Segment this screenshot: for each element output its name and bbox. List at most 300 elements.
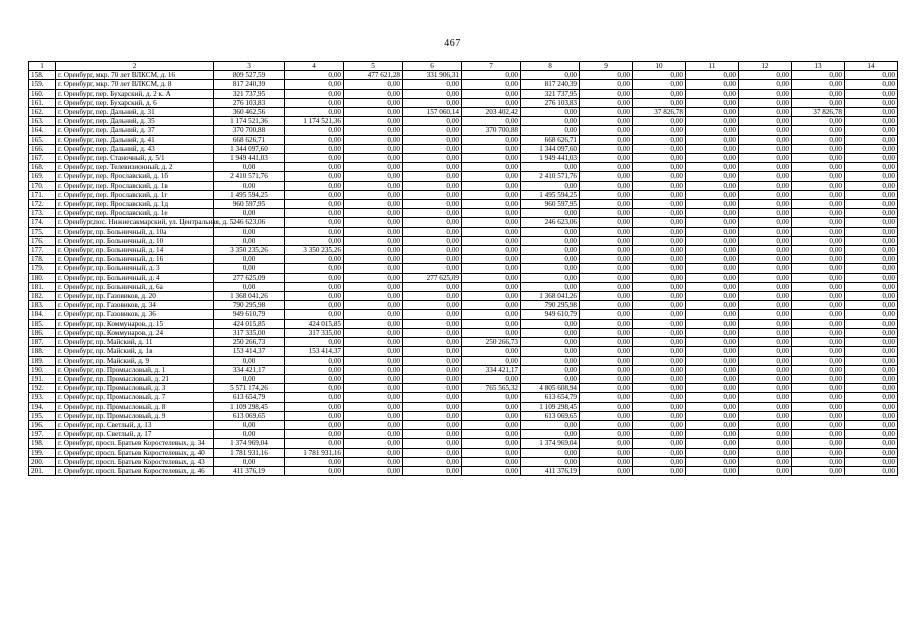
row-number: 173. — [29, 209, 56, 218]
amount-cell: 0,00 — [792, 374, 845, 383]
amount-cell: 411 376,19 — [214, 466, 285, 475]
amount-cell: 0,00 — [462, 439, 521, 448]
row-number: 192. — [29, 384, 56, 393]
amount-cell: 0,00 — [580, 356, 633, 365]
amount-cell: 0,00 — [285, 181, 344, 190]
amount-cell: 0,00 — [739, 246, 792, 255]
row-number: 176. — [29, 236, 56, 245]
address-cell: г. Оренбург, пер. Ярославский, д. 1б — [56, 172, 214, 181]
amount-cell: 0,00 — [403, 246, 462, 255]
amount-cell: 0,00 — [285, 384, 344, 393]
address-cell: г. Оренбург,пос. Нижнесакмарский, ул. Центральная, д. 5 — [56, 218, 214, 227]
amount-cell: 0,00 — [344, 292, 403, 301]
amount-cell: 0,00 — [580, 466, 633, 475]
amount-cell: 0,00 — [521, 365, 580, 374]
amount-cell: 0,00 — [845, 144, 898, 153]
amount-cell: 0,00 — [285, 154, 344, 163]
amount-cell: 0,00 — [580, 273, 633, 282]
amount-cell: 0,00 — [633, 255, 686, 264]
amount-cell: 0,00 — [462, 246, 521, 255]
amount-cell: 0,00 — [739, 457, 792, 466]
amount-cell: 0,00 — [686, 200, 739, 209]
amount-cell: 0,00 — [462, 154, 521, 163]
amount-cell: 0,00 — [845, 246, 898, 255]
amount-cell: 153 414,37 — [285, 347, 344, 356]
address-cell: г. Оренбург, пер. Ярославский, д. 1д — [56, 200, 214, 209]
row-number: 171. — [29, 190, 56, 199]
amount-cell: 0,00 — [686, 402, 739, 411]
amount-cell: 0,00 — [462, 430, 521, 439]
amount-cell: 0,00 — [462, 144, 521, 153]
row-number: 191. — [29, 374, 56, 383]
amount-cell: 0,00 — [403, 218, 462, 227]
row-number: 185. — [29, 319, 56, 328]
amount-cell: 0,00 — [792, 365, 845, 374]
amount-cell: 0,00 — [285, 227, 344, 236]
amount-cell: 0,00 — [580, 384, 633, 393]
table-row — [29, 236, 898, 245]
table-row — [29, 301, 898, 310]
column-header: 1 — [29, 62, 56, 71]
amount-cell: 0,00 — [403, 209, 462, 218]
amount-cell: 0,00 — [580, 200, 633, 209]
amount-cell: 0,00 — [344, 190, 403, 199]
amount-cell: 0,00 — [633, 347, 686, 356]
row-number: 158. — [29, 71, 56, 80]
amount-cell: 0,00 — [792, 144, 845, 153]
amount-cell: 0,00 — [344, 273, 403, 282]
amount-cell: 0,00 — [344, 310, 403, 319]
amount-cell: 334 421,17 — [462, 365, 521, 374]
column-header: 4 — [285, 62, 344, 71]
column-header: 2 — [56, 62, 214, 71]
amount-cell: 0,00 — [462, 98, 521, 107]
amount-cell: 0,00 — [462, 282, 521, 291]
row-number: 198. — [29, 439, 56, 448]
amount-cell: 1 109 298,45 — [521, 402, 580, 411]
amount-cell: 0,00 — [403, 319, 462, 328]
row-number: 187. — [29, 338, 56, 347]
amount-cell: 0,00 — [633, 246, 686, 255]
amount-cell: 0,00 — [462, 457, 521, 466]
amount-cell: 0,00 — [344, 411, 403, 420]
amount-cell: 0,00 — [792, 310, 845, 319]
address-cell: г. Оренбург, пер. Ярославский, д. 1г — [56, 190, 214, 199]
amount-cell: 0,00 — [285, 282, 344, 291]
amount-cell: 0,00 — [792, 430, 845, 439]
amount-cell: 0,00 — [739, 71, 792, 80]
amount-cell: 0,00 — [792, 255, 845, 264]
table-row — [29, 108, 898, 117]
amount-cell: 37 826,78 — [633, 108, 686, 117]
amount-cell: 0,00 — [686, 319, 739, 328]
column-header: 11 — [686, 62, 739, 71]
amount-cell: 0,00 — [344, 420, 403, 429]
amount-cell: 0,00 — [739, 209, 792, 218]
amount-cell: 250 266,73 — [214, 338, 285, 347]
amount-cell: 0,00 — [580, 457, 633, 466]
amount-cell: 0,00 — [285, 218, 344, 227]
data-table — [28, 61, 898, 476]
amount-cell: 331 906,31 — [403, 71, 462, 80]
amount-cell: 0,00 — [344, 255, 403, 264]
amount-cell: 0,00 — [214, 420, 285, 429]
amount-cell: 0,00 — [580, 80, 633, 89]
amount-cell: 0,00 — [792, 301, 845, 310]
amount-cell: 0,00 — [521, 319, 580, 328]
amount-cell: 0,00 — [739, 236, 792, 245]
amount-cell: 3 350 235,26 — [285, 246, 344, 255]
amount-cell: 0,00 — [686, 154, 739, 163]
amount-cell: 0,00 — [403, 374, 462, 383]
amount-cell: 0,00 — [792, 117, 845, 126]
row-number: 184. — [29, 310, 56, 319]
address-cell: г. Оренбург, пр. Больничный, д. 4 — [56, 273, 214, 282]
amount-cell: 0,00 — [845, 181, 898, 190]
amount-cell: 817 240,39 — [521, 80, 580, 89]
table-row — [29, 144, 898, 153]
amount-cell: 0,00 — [845, 163, 898, 172]
row-number: 161. — [29, 98, 56, 107]
amount-cell: 0,00 — [462, 402, 521, 411]
amount-cell: 0,00 — [739, 273, 792, 282]
amount-cell: 613 654,79 — [214, 393, 285, 402]
amount-cell: 0,00 — [739, 89, 792, 98]
amount-cell: 0,00 — [633, 282, 686, 291]
amount-cell: 0,00 — [633, 411, 686, 420]
amount-cell: 0,00 — [462, 374, 521, 383]
amount-cell: 0,00 — [344, 89, 403, 98]
amount-cell: 0,00 — [403, 457, 462, 466]
address-cell: г. Оренбург, пер. Телевизионный, д. 2 — [56, 163, 214, 172]
amount-cell: 0,00 — [739, 163, 792, 172]
amount-cell: 0,00 — [403, 117, 462, 126]
table-row — [29, 402, 898, 411]
amount-cell: 0,00 — [686, 264, 739, 273]
amount-cell: 0,00 — [285, 356, 344, 365]
table-row — [29, 98, 898, 107]
address-cell: г. Оренбург, пер. Дальний, д. 31 — [56, 108, 214, 117]
row-number: 178. — [29, 255, 56, 264]
amount-cell: 0,00 — [214, 282, 285, 291]
amount-cell: 0,00 — [462, 420, 521, 429]
amount-cell: 0,00 — [845, 310, 898, 319]
amount-cell: 0,00 — [633, 338, 686, 347]
column-header: 3 — [214, 62, 285, 71]
amount-cell: 1 949 441,03 — [214, 154, 285, 163]
table-row — [29, 356, 898, 365]
address-cell: г. Оренбург, пр. Светлый, д. 13 — [56, 420, 214, 429]
amount-cell: 0,00 — [344, 108, 403, 117]
amount-cell: 0,00 — [580, 154, 633, 163]
address-cell: г. Оренбург, пер. Бухарский, д. 2 к. А — [56, 89, 214, 98]
amount-cell: 0,00 — [845, 190, 898, 199]
amount-cell: 0,00 — [403, 181, 462, 190]
row-number: 177. — [29, 246, 56, 255]
amount-cell: 0,00 — [285, 402, 344, 411]
amount-cell: 0,00 — [521, 347, 580, 356]
amount-cell: 0,00 — [792, 246, 845, 255]
amount-cell: 0,00 — [845, 356, 898, 365]
amount-cell: 411 376,19 — [521, 466, 580, 475]
amount-cell: 0,00 — [633, 227, 686, 236]
amount-cell: 0,00 — [344, 393, 403, 402]
amount-cell: 0,00 — [845, 328, 898, 337]
amount-cell: 0,00 — [739, 439, 792, 448]
amount-cell: 0,00 — [580, 319, 633, 328]
amount-cell: 0,00 — [285, 89, 344, 98]
amount-cell: 1 495 594,25 — [214, 190, 285, 199]
amount-cell: 0,00 — [845, 430, 898, 439]
address-cell: г. Оренбург, пр. Промысловый, д. 8 — [56, 402, 214, 411]
amount-cell: 0,00 — [521, 117, 580, 126]
table-row — [29, 466, 898, 475]
amount-cell: 0,00 — [344, 356, 403, 365]
table-row — [29, 255, 898, 264]
amount-cell: 0,00 — [521, 457, 580, 466]
amount-cell: 0,00 — [580, 236, 633, 245]
amount-cell: 0,00 — [521, 448, 580, 457]
amount-cell: 809 527,59 — [214, 71, 285, 80]
amount-cell: 0,00 — [462, 181, 521, 190]
address-cell: г. Оренбург, пер. Станочный, д. 5/1 — [56, 154, 214, 163]
amount-cell: 0,00 — [792, 154, 845, 163]
amount-cell: 0,00 — [739, 117, 792, 126]
amount-cell: 0,00 — [462, 448, 521, 457]
amount-cell: 0,00 — [403, 144, 462, 153]
amount-cell: 0,00 — [285, 144, 344, 153]
amount-cell: 0,00 — [214, 457, 285, 466]
amount-cell: 0,00 — [580, 209, 633, 218]
amount-cell: 0,00 — [633, 200, 686, 209]
page-number: 467 — [444, 38, 461, 49]
amount-cell: 1 174 521,36 — [214, 117, 285, 126]
amount-cell: 0,00 — [633, 466, 686, 475]
address-cell: г. Оренбург, пр. Больничный, д. 10а — [56, 227, 214, 236]
amount-cell: 321 737,95 — [521, 89, 580, 98]
amount-cell: 0,00 — [845, 98, 898, 107]
table-row — [29, 181, 898, 190]
amount-cell: 0,00 — [792, 126, 845, 135]
amount-cell: 0,00 — [462, 209, 521, 218]
amount-cell: 0,00 — [403, 292, 462, 301]
amount-cell: 0,00 — [344, 347, 403, 356]
amount-cell: 1 109 298,45 — [214, 402, 285, 411]
address-cell: г. Оренбург, мкр. 70 лет ВЛКСМ, д. 16 — [56, 71, 214, 80]
amount-cell: 0,00 — [633, 365, 686, 374]
amount-cell: 1 174 521,36 — [285, 117, 344, 126]
amount-cell: 0,00 — [686, 108, 739, 117]
amount-cell: 613 069,65 — [214, 411, 285, 420]
amount-cell: 0,00 — [633, 163, 686, 172]
amount-cell: 1 374 969,04 — [214, 439, 285, 448]
table-row — [29, 338, 898, 347]
amount-cell: 0,00 — [403, 338, 462, 347]
amount-cell: 0,00 — [521, 126, 580, 135]
amount-cell: 0,00 — [344, 181, 403, 190]
amount-cell: 0,00 — [792, 319, 845, 328]
amount-cell: 0,00 — [285, 439, 344, 448]
amount-cell: 0,00 — [739, 420, 792, 429]
amount-cell: 0,00 — [580, 144, 633, 153]
amount-cell: 0,00 — [633, 356, 686, 365]
address-cell: г. Оренбург, пер. Ярославский, д. 1е — [56, 209, 214, 218]
amount-cell: 0,00 — [580, 310, 633, 319]
amount-cell: 0,00 — [580, 227, 633, 236]
amount-cell: 0,00 — [845, 236, 898, 245]
amount-cell: 0,00 — [739, 466, 792, 475]
amount-cell: 0,00 — [845, 218, 898, 227]
address-cell: г. Оренбург, пр. Майский, д. 11 — [56, 338, 214, 347]
amount-cell: 1 374 969,04 — [521, 439, 580, 448]
amount-cell: 0,00 — [285, 255, 344, 264]
amount-cell: 0,00 — [792, 98, 845, 107]
amount-cell: 0,00 — [739, 98, 792, 107]
amount-cell: 0,00 — [686, 448, 739, 457]
amount-cell: 0,00 — [285, 466, 344, 475]
amount-cell: 0,00 — [344, 98, 403, 107]
amount-cell: 0,00 — [686, 273, 739, 282]
amount-cell: 0,00 — [403, 236, 462, 245]
amount-cell: 0,00 — [739, 135, 792, 144]
amount-cell: 2 410 571,76 — [214, 172, 285, 181]
amount-cell: 0,00 — [344, 126, 403, 135]
amount-cell: 0,00 — [344, 163, 403, 172]
amount-cell: 0,00 — [845, 347, 898, 356]
amount-cell: 0,00 — [344, 80, 403, 89]
amount-cell: 0,00 — [845, 282, 898, 291]
amount-cell: 0,00 — [285, 365, 344, 374]
amount-cell: 0,00 — [580, 411, 633, 420]
amount-cell: 0,00 — [739, 411, 792, 420]
amount-cell: 0,00 — [739, 448, 792, 457]
amount-cell: 0,00 — [403, 393, 462, 402]
amount-cell: 0,00 — [462, 310, 521, 319]
amount-cell: 0,00 — [845, 420, 898, 429]
amount-cell: 0,00 — [739, 338, 792, 347]
amount-cell: 949 610,79 — [214, 310, 285, 319]
amount-cell: 0,00 — [285, 135, 344, 144]
amount-cell: 0,00 — [845, 172, 898, 181]
amount-cell: 0,00 — [462, 200, 521, 209]
amount-cell: 276 103,83 — [214, 98, 285, 107]
table-row — [29, 310, 898, 319]
amount-cell: 0,00 — [739, 190, 792, 199]
amount-cell: 0,00 — [344, 384, 403, 393]
amount-cell: 0,00 — [845, 117, 898, 126]
amount-cell: 277 625,09 — [403, 273, 462, 282]
amount-cell: 0,00 — [739, 393, 792, 402]
amount-cell: 0,00 — [845, 255, 898, 264]
amount-cell: 0,00 — [739, 172, 792, 181]
address-cell: г. Оренбург, пр. Больничный, д. 10 — [56, 236, 214, 245]
amount-cell: 0,00 — [344, 439, 403, 448]
row-number: 197. — [29, 430, 56, 439]
amount-cell: 0,00 — [462, 393, 521, 402]
amount-cell: 0,00 — [462, 236, 521, 245]
amount-cell: 0,00 — [686, 71, 739, 80]
amount-cell: 0,00 — [633, 439, 686, 448]
row-number: 163. — [29, 117, 56, 126]
address-cell: г. Оренбург, просп. Братьев Коростелевых, д. 40 — [56, 448, 214, 457]
column-header: 10 — [633, 62, 686, 71]
amount-cell: 0,00 — [792, 384, 845, 393]
amount-cell: 0,00 — [792, 420, 845, 429]
amount-cell: 0,00 — [344, 374, 403, 383]
amount-cell: 0,00 — [845, 448, 898, 457]
amount-cell: 0,00 — [739, 218, 792, 227]
address-cell: г. Оренбург, просп. Братьев Коростелевых, д. 46 — [56, 466, 214, 475]
amount-cell: 0,00 — [633, 319, 686, 328]
amount-cell: 0,00 — [462, 117, 521, 126]
amount-cell: 0,00 — [403, 200, 462, 209]
amount-cell: 0,00 — [344, 209, 403, 218]
address-cell: г. Оренбург, пр. Больничный, д. 14 — [56, 246, 214, 255]
amount-cell: 0,00 — [792, 163, 845, 172]
amount-cell: 0,00 — [686, 282, 739, 291]
amount-cell: 0,00 — [403, 439, 462, 448]
amount-cell: 1 368 041,26 — [521, 292, 580, 301]
table-row — [29, 347, 898, 356]
column-header: 7 — [462, 62, 521, 71]
amount-cell: 2 410 571,76 — [521, 172, 580, 181]
amount-cell: 0,00 — [739, 319, 792, 328]
amount-cell: 0,00 — [521, 246, 580, 255]
amount-cell: 0,00 — [580, 218, 633, 227]
address-cell: г. Оренбург, пр. Больничный, д. 6а — [56, 282, 214, 291]
table-header-row — [29, 62, 898, 71]
amount-cell: 0,00 — [403, 227, 462, 236]
amount-cell: 0,00 — [285, 98, 344, 107]
table-row — [29, 393, 898, 402]
amount-cell: 0,00 — [792, 393, 845, 402]
amount-cell: 0,00 — [580, 264, 633, 273]
amount-cell: 0,00 — [285, 264, 344, 273]
row-number: 186. — [29, 328, 56, 337]
amount-cell: 0,00 — [344, 117, 403, 126]
amount-cell: 790 295,98 — [521, 301, 580, 310]
amount-cell: 0,00 — [845, 273, 898, 282]
amount-cell: 0,00 — [285, 190, 344, 199]
address-cell: г. Оренбург, пр. Промысловый, д. 1 — [56, 365, 214, 374]
amount-cell: 317 335,00 — [285, 328, 344, 337]
amount-cell: 0,00 — [580, 374, 633, 383]
amount-cell: 0,00 — [462, 218, 521, 227]
amount-cell: 0,00 — [792, 236, 845, 245]
amount-cell: 0,00 — [633, 273, 686, 282]
table-row — [29, 411, 898, 420]
amount-cell: 0,00 — [344, 264, 403, 273]
amount-cell: 0,00 — [285, 310, 344, 319]
amount-cell: 0,00 — [403, 98, 462, 107]
amount-cell: 0,00 — [403, 448, 462, 457]
amount-cell: 0,00 — [580, 393, 633, 402]
amount-cell: 949 610,79 — [521, 310, 580, 319]
amount-cell: 0,00 — [344, 402, 403, 411]
amount-cell: 0,00 — [845, 411, 898, 420]
row-number: 172. — [29, 200, 56, 209]
amount-cell: 0,00 — [521, 328, 580, 337]
amount-cell: 3 350 235,26 — [214, 246, 285, 255]
amount-cell: 0,00 — [739, 374, 792, 383]
amount-cell: 370 700,88 — [462, 126, 521, 135]
amount-cell: 0,00 — [845, 227, 898, 236]
amount-cell: 0,00 — [845, 80, 898, 89]
amount-cell: 0,00 — [633, 310, 686, 319]
amount-cell: 0,00 — [580, 246, 633, 255]
amount-cell: 0,00 — [792, 181, 845, 190]
amount-cell: 0,00 — [580, 71, 633, 80]
